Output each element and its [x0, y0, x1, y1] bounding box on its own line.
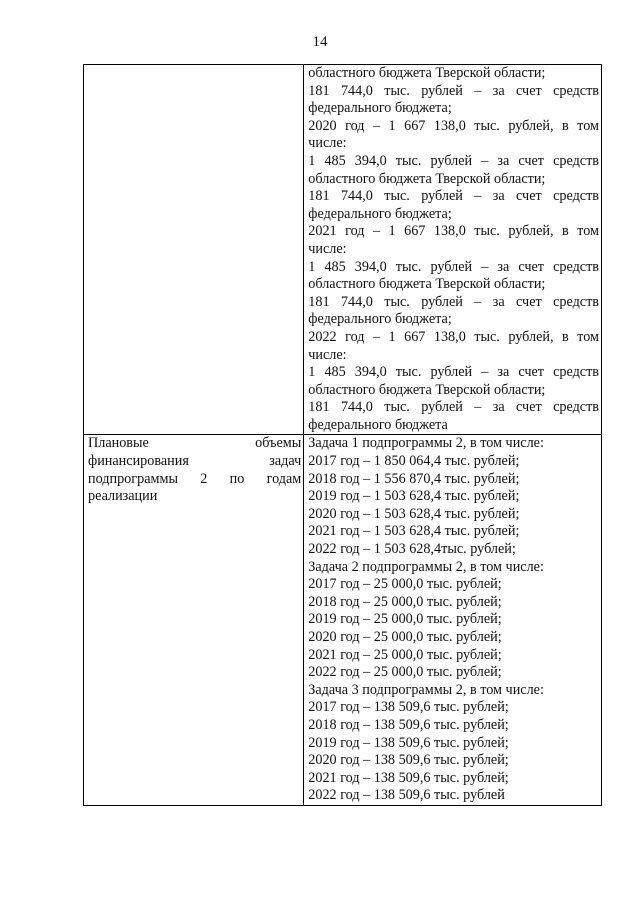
- text-line: 2019 год – 25 000,0 тыс. рублей;: [308, 611, 502, 628]
- text-line: Задача 2 подпрограммы 2, в том числе:: [308, 558, 544, 575]
- text-line: 181 744,0 тыс. рублей – за счет средств: [308, 399, 599, 416]
- row2-right-cell: [304, 435, 602, 805]
- text-line: 2018 год – 138 509,6 тыс. рублей;: [308, 716, 509, 733]
- text-line: 2022 год – 1 503 628,4тыс. рублей;: [308, 541, 516, 558]
- text-line: числе:: [308, 135, 347, 152]
- text-line: федерального бюджета;: [308, 205, 452, 222]
- text-line: областного бюджета Тверской области;: [308, 170, 546, 187]
- text-line: Задача 1 подпрограммы 2, в том числе:: [308, 435, 544, 452]
- text-line: 2022 год – 25 000,0 тыс. рублей;: [308, 664, 502, 681]
- text-line: 2021 год – 1 667 138,0 тыс. рублей, в том: [308, 223, 599, 240]
- text-line: 2018 год – 1 556 870,4 тыс. рублей;: [308, 470, 520, 487]
- financing-table: [83, 64, 602, 806]
- text-line: 2020 год – 138 509,6 тыс. рублей;: [308, 752, 509, 769]
- text-line: числе:: [308, 240, 347, 257]
- row1-right-cell: [304, 65, 602, 435]
- text-line: 2019 год – 1 503 628,4 тыс. рублей;: [308, 488, 520, 505]
- text-line: 2017 год – 25 000,0 тыс. рублей;: [308, 576, 502, 593]
- text-line: 2018 год – 25 000,0 тыс. рублей;: [308, 593, 502, 610]
- text-line: областного бюджета Тверской области;: [308, 276, 546, 293]
- row2-left-cell: [84, 435, 304, 805]
- text-line: 2017 год – 138 509,6 тыс. рублей;: [308, 699, 509, 716]
- text-line: 2020 год – 1 503 628,4 тыс. рублей;: [308, 505, 520, 522]
- text-line: 2020 год – 25 000,0 тыс. рублей;: [308, 629, 502, 645]
- text-line: 1 485 394,0 тыс. рублей – за счет средств: [308, 364, 599, 381]
- text-line: 2021 год – 138 509,6 тыс. рублей;: [308, 769, 509, 786]
- text-line: федерального бюджета;: [308, 311, 452, 328]
- text-line: 2022 год – 138 509,6 тыс. рублей: [308, 787, 505, 804]
- text-line: 181 744,0 тыс. рублей – за счет средств: [308, 293, 599, 310]
- text-line: федерального бюджета;: [308, 100, 452, 117]
- text-line: 2021 год – 25 000,0 тыс. рублей;: [308, 646, 502, 663]
- text-line: 2021 год – 1 503 628,4 тыс. рублей;: [308, 523, 520, 540]
- text-line: 2022 год – 1 667 138,0 тыс. рублей, в том: [308, 328, 599, 345]
- table-row: [84, 435, 602, 805]
- text-line: 1 485 394,0 тыс. рублей – за счет средств: [308, 152, 599, 169]
- text-line: 2019 год – 138 509,6 тыс. рублей;: [308, 734, 509, 751]
- text-line: 1 485 394,0 тыс. рублей – за счет средств: [308, 258, 599, 275]
- page-number: 14: [312, 34, 328, 50]
- text-line: федерального бюджета: [308, 416, 448, 433]
- text-line: 2017 год – 1 850 064,4 тыс. рублей;: [308, 453, 520, 470]
- row2-left-label: Плановые объемы финансирования задач подпрограммы 2 по годам реализации: [88, 435, 302, 505]
- text-line: Задача 3 подпрограммы 2, в том числе:: [308, 681, 544, 698]
- text-line: 181 744,0 тыс. рублей – за счет средств: [308, 188, 599, 205]
- row1-left-cell: [84, 65, 304, 435]
- text-line: областного бюджета Тверской области;: [308, 65, 546, 81]
- text-line: 181 744,0 тыс. рублей – за счет средств: [308, 82, 599, 99]
- text-line: числе:: [308, 346, 347, 363]
- text-line: областного бюджета Тверской области;: [308, 381, 546, 398]
- text-line: 2020 год – 1 667 138,0 тыс. рублей, в том: [308, 117, 599, 134]
- table-row: [84, 65, 602, 435]
